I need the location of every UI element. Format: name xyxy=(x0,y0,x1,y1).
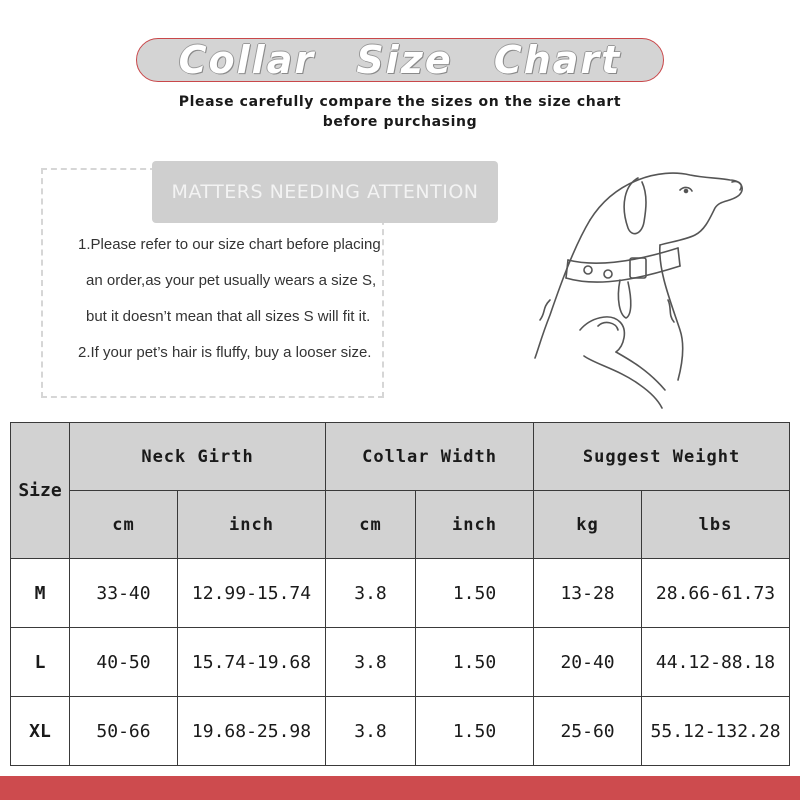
unit-header: lbs xyxy=(642,491,790,559)
unit-header: inch xyxy=(416,491,534,559)
table-row xyxy=(11,559,790,628)
suggest-weight-header: Suggest Weight xyxy=(534,423,790,491)
attention-line-1: 1.Please refer to our size chart before placing xyxy=(78,236,381,253)
size-cell: XL xyxy=(11,697,70,766)
attention-header-label: MATTERS NEEDING ATTENTION xyxy=(171,181,479,203)
subtitle-line-2: before purchasing xyxy=(322,114,478,130)
table-cell: 25-60 xyxy=(534,697,642,766)
title-banner xyxy=(136,38,664,82)
size-column-header: Size xyxy=(11,423,70,559)
page-title: Collar Size Chart xyxy=(178,38,622,82)
table-cell: 3.8 xyxy=(326,559,416,628)
collar-width-header: Collar Width xyxy=(326,423,534,491)
table-cell: 50-66 xyxy=(70,697,178,766)
unit-header: inch xyxy=(178,491,326,559)
table-cell: 20-40 xyxy=(534,628,642,697)
table-cell: 55.12-132.28 xyxy=(642,697,790,766)
table-cell: 28.66-61.73 xyxy=(642,559,790,628)
table-cell: 12.99-15.74 xyxy=(178,559,326,628)
size-cell: L xyxy=(11,628,70,697)
size-cell: M xyxy=(11,559,70,628)
attention-line-4: 2.If your pet’s hair is fluffy, buy a looser size. xyxy=(78,344,372,361)
attention-line-3: but it doesn’t mean that all sizes S will fit it. xyxy=(86,308,371,325)
table-cell: 15.74-19.68 xyxy=(178,628,326,697)
table-cell: 1.50 xyxy=(416,628,534,697)
unit-header: cm xyxy=(70,491,178,559)
unit-header: kg xyxy=(534,491,642,559)
attention-header xyxy=(152,161,498,223)
table-cell: 3.8 xyxy=(326,628,416,697)
bottom-accent-bar xyxy=(0,776,800,800)
table-cell: 1.50 xyxy=(416,697,534,766)
table-row xyxy=(11,697,790,766)
table-header-row xyxy=(11,423,790,491)
table-cell: 33-40 xyxy=(70,559,178,628)
table-unit-row xyxy=(11,491,790,559)
table-row xyxy=(11,628,790,697)
table-cell: 44.12-88.18 xyxy=(642,628,790,697)
table-cell: 13-28 xyxy=(534,559,642,628)
table-cell: 3.8 xyxy=(326,697,416,766)
subtitle-line-1: Please carefully compare the sizes on the size chart xyxy=(178,94,622,110)
dog-collar-illustration-icon xyxy=(520,150,770,410)
size-chart-table xyxy=(10,422,790,766)
attention-line-2: an order,as your pet usually wears a size S, xyxy=(86,272,377,289)
neck-girth-header: Neck Girth xyxy=(70,423,326,491)
table-cell: 1.50 xyxy=(416,559,534,628)
table-cell: 19.68-25.98 xyxy=(178,697,326,766)
subtitle xyxy=(150,92,650,132)
unit-header: cm xyxy=(326,491,416,559)
table-cell: 40-50 xyxy=(70,628,178,697)
